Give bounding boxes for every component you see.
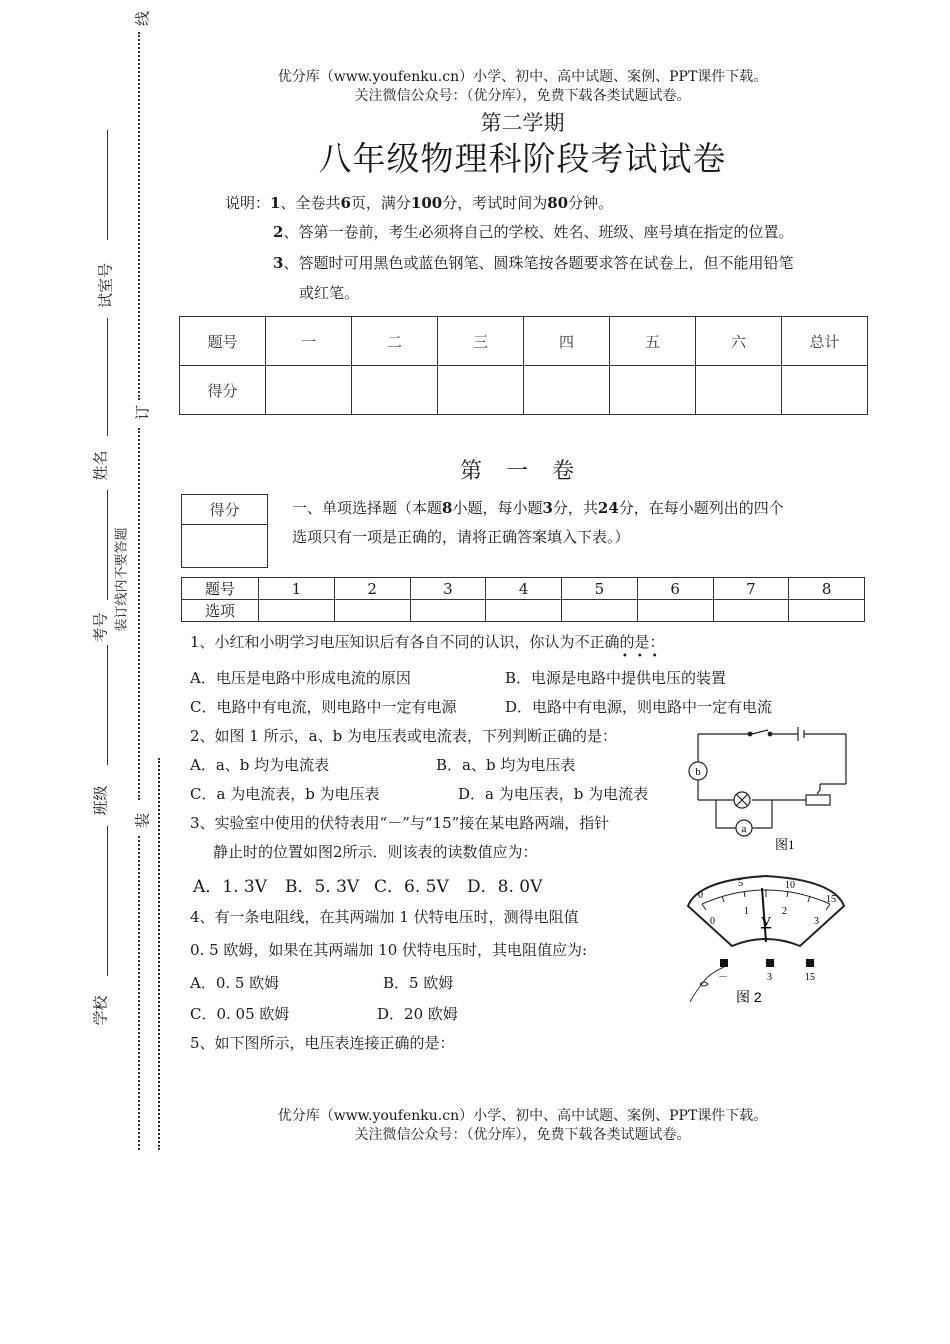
footer-line-1: 优分库（www.youfenku.cn）小学、初中、高中试题、案例、PPT课件下载。 [277,1108,768,1124]
header-line-2: 关注微信公众号：（优分库），免费下载各类试题试卷。 [354,88,691,104]
score-cell[interactable] [696,366,782,415]
answer-number: 7 [713,578,789,600]
answer-cell[interactable] [259,600,335,622]
answer-table [181,577,865,622]
header-line-1: 优分库（www.youfenku.cn）小学、初中、高中试题、案例、PPT课件下载。 [277,69,768,85]
field-label-school: 学校 [91,995,110,1026]
score-header-cell: 三 [438,317,524,366]
bottom-scale-label: 0 [710,916,715,927]
answer-number: 4 [486,578,562,600]
field-line-class [107,645,108,765]
score-header-cell: 四 [524,317,610,366]
top-scale-label: 15 [826,894,836,905]
terminal [766,959,774,967]
field-label-seat: 考号 [91,612,110,643]
question-3-cont: 静止时的位置如图2所示．则该表的读数值应为： [213,843,538,861]
answer-cell[interactable] [562,600,638,622]
instruction-num-3: 3 [273,254,284,272]
binding-bind-char: 装 [133,813,152,829]
terminal-label: － [718,972,728,983]
figure-2-caption: 图 2 [736,989,762,1005]
answer-head-label: 题号 [182,578,259,600]
page-title: 八年级物理科阶段考试试卷 [318,139,727,178]
answer-number: 1 [259,578,335,600]
instruction-num-1: 1 [270,194,281,212]
instruction-label: 说明： [225,194,271,212]
answer-cell[interactable] [789,600,865,622]
q3-option-b: B．5. 3V [285,877,360,897]
footer-line-2: 关注微信公众号：（优分库），免费下载各类试题试卷。 [354,1127,691,1143]
question-3: 3、实验室中使用的伏特表用“－”与“15”接在某电路两端，指针 [190,814,610,832]
section-score-box [181,494,268,568]
score-header-cell: 二 [352,317,438,366]
instruction-text: 、答第一卷前，考生必须将自己的学校、姓名、班级、座号填在指定的位置。 [283,223,794,241]
figure-2-voltmeter [678,866,858,1014]
question-2: 2、如图 1 所示，a、b 为电压表或电流表，下列判断正确的是： [190,727,617,745]
binding-line-char: 线 [133,11,152,27]
instruction-1 [225,193,613,213]
lead-wire-coil [700,982,708,986]
field-line-seat [107,490,108,600]
answer-cell[interactable] [637,600,713,622]
field-line-school [107,826,108,976]
score-table [179,316,868,415]
points-each: 3 [542,499,553,517]
q2-option-c: C．a 为电流表，b 为电压表 [190,785,380,803]
term-title: 第二学期 [480,111,565,135]
q1-option-c: C．电路中有电流，则电路中一定有电源 [190,698,457,716]
question-4-cont: 0. 5 欧姆，如果在其两端加 10 伏特电压时，其电阻值应为: [190,941,588,959]
score-header-cell: 一 [266,317,352,366]
score-header-cell: 六 [696,317,782,366]
figure-1-circuit [680,722,860,857]
field-label-class: 班级 [91,785,110,816]
score-header-cell: 五 [610,317,696,366]
instruction-text: 分，考试时间为 [442,194,548,212]
q1-option-b: B．电源是电路中提供电压的装置 [505,669,727,687]
q4-option-c: C．0. 05 欧姆 [190,1005,290,1023]
q3-option-a: A．1. 3V [193,877,267,897]
instruction-num-2: 2 [273,223,284,241]
section-text: 分，在每小题列出的四个 [618,499,784,517]
question-4: 4、有一条电阻线，在其两端加 1 伏特电压时，测得电阻值 [190,908,579,926]
q2-option-a: A．a、b 均为电流表 [190,756,330,774]
answer-number: 6 [637,578,713,600]
section-text: 一、单项选择题（本题 [292,499,443,517]
score-cell[interactable] [438,366,524,415]
binding-dotted-line-2 [138,428,140,800]
question-count: 8 [442,499,453,517]
top-scale-label: 0 [698,890,703,901]
terminal-label: 3 [767,972,772,983]
top-scale-label: 10 [785,880,795,891]
instruction-text: 分钟。 [568,194,614,212]
switch-blade [752,730,768,734]
total-pages: 6 [340,194,351,212]
terminal-label: 15 [805,972,815,983]
field-line-name [107,318,108,436]
figure-1-caption: 图1 [775,837,795,852]
answer-cell[interactable] [410,600,486,622]
terminal [806,959,814,967]
question-5: 5、如下图所示，电压表连接正确的是： [190,1034,455,1052]
bottom-scale-label: 2 [782,906,787,917]
switch-dot [768,732,772,736]
score-cell[interactable] [524,366,610,415]
no-answer-notice: 装订线内不要答题 [114,527,130,632]
instruction-text: 页，满分 [350,194,411,212]
score-cell[interactable] [610,366,696,415]
field-label-name: 姓名 [91,450,110,481]
q2-option-b: B．a、b 均为电压表 [436,756,576,774]
q2-option-d: D．a 为电压表，b 为电流表 [458,785,649,803]
answer-number: 5 [562,578,638,600]
q1-option-a: A．电压是电路中形成电流的原因 [190,669,411,687]
answer-number: 8 [789,578,865,600]
section-heading [292,498,784,518]
q1-option-d: D．电路中有电源，则电路中一定有电流 [505,698,773,716]
score-cell[interactable] [352,366,438,415]
q4-option-d: D．20 欧姆 [377,1005,458,1023]
score-header-cell: 总计 [782,317,868,366]
q3-option-d: D．8. 0V [467,877,543,897]
rheostat [806,795,830,805]
bottom-scale-label: 3 [814,916,819,927]
instruction-text: 、答题时可用黑色或蓝色钢笔、圆珠笔按各题要求答在试卷上，但不能用铅笔 [283,254,794,272]
section-total: 24 [597,499,619,517]
emphasis-dots: ••• [622,651,667,662]
q4-option-a: A．0. 5 欧姆 [190,974,280,992]
top-scale-label: 5 [738,878,743,889]
binding-dotted-line-3 [138,836,140,1150]
rheostat-slider [817,784,820,794]
meter-b-label: b [695,766,701,778]
answer-cell[interactable] [486,600,562,622]
answer-number: 3 [410,578,486,600]
instruction-2 [273,222,793,242]
section-text: 小题，每小题 [452,499,543,517]
terminal [720,959,728,967]
answer-number: 2 [334,578,410,600]
full-score: 100 [410,194,443,212]
binding-dotted-line-inner [158,758,160,1150]
q3-option-c: C．6. 5V [374,877,449,897]
instruction-text: 、全卷共 [280,194,341,212]
q4-option-b: B．5 欧姆 [383,974,454,992]
meter-a-label: a [741,823,747,835]
score-cell[interactable] [266,366,352,415]
instruction-3-cont: 或红笔。 [299,284,360,302]
bottom-scale-label: 1 [744,906,749,917]
score-row-label: 得分 [180,366,266,415]
instruction-3 [273,253,793,273]
section-heading-line-2: 选项只有一项是正确的，请将正确答案填入下表。） [292,528,630,546]
answer-cell[interactable] [334,600,410,622]
question-1: 1、小红和小明学习电压知识后有各自不同的认识，你认为不正确的是： [190,633,665,651]
field-label-exam-room: 试室号 [96,263,115,309]
section-text: 分，共 [552,499,598,517]
score-box-label: 得分 [182,495,268,525]
score-cell[interactable] [782,366,868,415]
exam-minutes: 80 [547,194,569,212]
answer-option-label: 选项 [182,600,259,622]
score-header-cell: 题号 [180,317,266,366]
binding-staple-char: 订 [133,405,152,421]
unit-label: V [761,915,772,930]
answer-cell[interactable] [713,600,789,622]
volume-title: 第一卷 [460,459,599,484]
switch-dot [748,732,752,736]
score-box-cell[interactable] [182,525,268,568]
